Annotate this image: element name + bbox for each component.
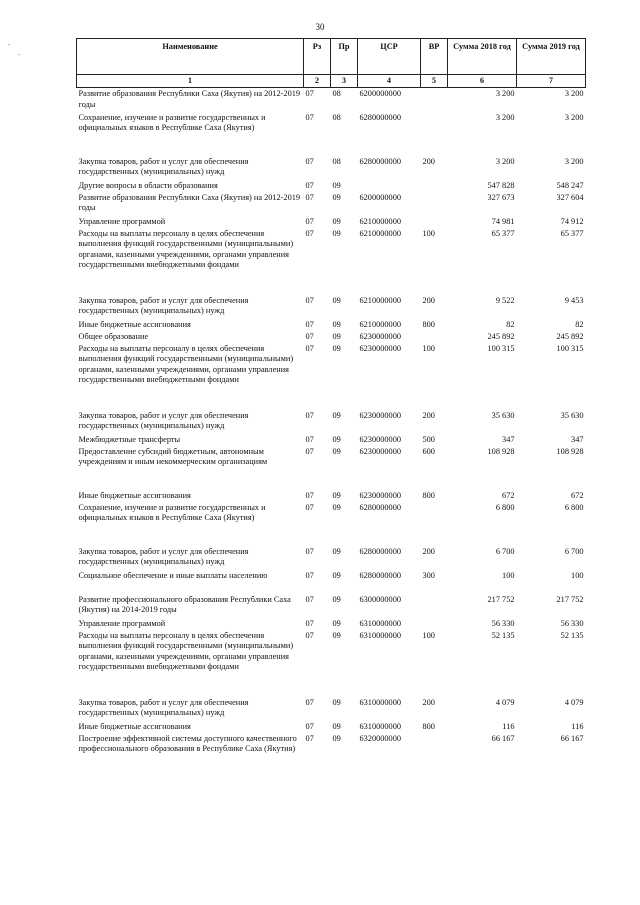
row-sum-2018: 6 800	[495, 502, 515, 512]
row-sum-2019: 82	[575, 319, 584, 329]
row-name: Закупка товаров, работ и услуг для обеспечения государственных (муниципальных) нужд	[78, 156, 249, 176]
row-name: Расходы на выплаты персоналу в целях обеспечения выполнения функций государственными (муниципальными) органами, казенными учреждениями, органами управления государственными внебюджетными фондами	[78, 228, 294, 269]
row-rz: 07	[305, 410, 314, 420]
row-pr: 09	[332, 733, 341, 743]
row-pr: 09	[332, 319, 341, 329]
budget-table	[76, 38, 586, 767]
row-sum-2019: 672	[571, 490, 584, 500]
row-sum-2019: 52 135	[560, 630, 584, 640]
row-sum-2018: 9 522	[495, 295, 515, 305]
table-row	[77, 180, 586, 192]
header-vr: ВР	[421, 39, 448, 75]
row-sum-2019: 100 315	[556, 343, 584, 353]
row-name: Предоставление субсидий бюджетным, автономным учреждениям и иным некоммерческим организациям	[78, 446, 268, 466]
row-csr: 6210000000	[359, 319, 401, 329]
row-csr: 6230000000	[359, 343, 401, 353]
row-rz: 07	[305, 490, 314, 500]
row-name: Управление программой	[78, 618, 166, 628]
row-sum-2018: 74 981	[491, 216, 515, 226]
row-sum-2019: 56 330	[560, 618, 584, 628]
row-sum-2019: 3 200	[564, 156, 584, 166]
row-pr: 09	[332, 546, 341, 556]
row-pr: 09	[332, 331, 341, 341]
row-csr: 6200000000	[359, 192, 401, 202]
row-vr: 200	[422, 697, 435, 707]
row-csr: 6320000000	[359, 733, 401, 743]
table-row	[77, 331, 586, 343]
row-csr: 6310000000	[359, 630, 401, 640]
row-vr	[421, 112, 448, 156]
row-sum-2018: 3 200	[495, 112, 515, 122]
table-row	[77, 343, 586, 410]
row-sum-2018: 35 630	[491, 410, 515, 420]
column-number-row	[77, 75, 586, 88]
row-rz: 07	[305, 216, 314, 226]
row-sum-2018: 547 828	[487, 180, 515, 190]
row-vr: 100	[422, 343, 435, 353]
row-rz: 07	[305, 156, 314, 166]
table-row	[77, 216, 586, 228]
row-rz: 07	[305, 721, 314, 731]
row-sum-2018: 100	[502, 570, 515, 580]
row-rz: 07	[305, 228, 314, 238]
row-sum-2018: 327 673	[487, 192, 515, 202]
row-name: Построение эффективной системы доступного качественного профессионального образования в Республике Саха (Якутия)	[78, 733, 297, 753]
row-sum-2018: 66 167	[491, 733, 515, 743]
row-pr: 09	[332, 446, 341, 456]
table-row	[77, 733, 586, 767]
row-pr: 08	[332, 112, 341, 122]
row-sum-2019: 6 700	[564, 546, 584, 556]
row-csr	[358, 180, 421, 192]
row-sum-2019: 108 928	[556, 446, 584, 456]
row-name: Развитие профессионального образования Республики Саха (Якутия) на 2014-2019 годы	[78, 594, 291, 614]
column-number: 3	[331, 75, 358, 88]
row-pr: 09	[332, 410, 341, 420]
row-pr: 09	[332, 490, 341, 500]
row-rz: 07	[305, 112, 314, 122]
table-row	[77, 112, 586, 156]
row-csr: 6210000000	[359, 216, 401, 226]
header-name: Наименование	[77, 39, 304, 75]
row-pr: 08	[332, 89, 341, 98]
row-rz: 07	[305, 733, 314, 743]
row-vr: 500	[422, 434, 435, 444]
row-rz: 07	[305, 89, 314, 98]
column-number: 1	[77, 75, 304, 88]
page-number: 30	[315, 22, 325, 32]
row-name: Расходы на выплаты персоналу в целях обеспечения выполнения функций государственными (муниципальными) органами, казенными учреждениями, органами управления государственными внебюджетными фондами	[78, 630, 294, 671]
row-name: Закупка товаров, работ и услуг для обеспечения государственных (муниципальных) нужд	[78, 295, 249, 315]
row-pr: 09	[332, 502, 341, 512]
table-row	[77, 295, 586, 319]
table-row	[77, 410, 586, 434]
row-sum-2018: 4 079	[495, 697, 515, 707]
column-number: 4	[358, 75, 421, 88]
row-csr: 6230000000	[359, 331, 401, 341]
row-csr: 6200000000	[359, 89, 401, 98]
row-sum-2018: 52 135	[491, 630, 515, 640]
row-sum-2018: 217 752	[487, 594, 515, 604]
row-pr: 09	[332, 594, 341, 604]
row-name: Закупка товаров, работ и услуг для обеспечения государственных (муниципальных) нужд	[78, 697, 249, 717]
row-sum-2019: 9 453	[564, 295, 584, 305]
table-row	[77, 502, 586, 546]
row-sum-2019: 245 892	[556, 331, 584, 341]
row-name: Сохранение, изучение и развитие государственных и официальных языков в Республике Саха (Якутия)	[78, 112, 266, 132]
header-row	[77, 39, 586, 75]
row-pr: 09	[332, 630, 341, 640]
row-name: Закупка товаров, работ и услуг для обеспечения государственных (муниципальных) нужд	[78, 410, 249, 430]
row-name: Другие вопросы в области образования	[78, 180, 218, 190]
row-sum-2019: 65 377	[560, 228, 584, 238]
row-sum-2018: 100 315	[487, 343, 515, 353]
table-row	[77, 156, 586, 180]
row-name: Управление программой	[78, 216, 166, 226]
row-rz: 07	[305, 192, 314, 202]
row-name: Сохранение, изучение и развитие государственных и официальных языков в Республике Саха (Якутия)	[78, 502, 266, 522]
row-sum-2019: 35 630	[560, 410, 584, 420]
row-sum-2018: 116	[502, 721, 515, 731]
row-csr: 6210000000	[359, 228, 401, 238]
row-rz: 07	[305, 295, 314, 305]
row-vr	[421, 733, 448, 767]
row-pr: 09	[332, 697, 341, 707]
row-sum-2018: 245 892	[487, 331, 515, 341]
row-pr: 09	[332, 192, 341, 202]
row-name: Закупка товаров, работ и услуг для обеспечения государственных (муниципальных) нужд	[78, 546, 249, 566]
row-pr: 09	[332, 228, 341, 238]
row-pr: 09	[332, 434, 341, 444]
table-row	[77, 228, 586, 295]
header-sum-2018: Сумма 2018 год	[448, 39, 517, 75]
header-pr: Пр	[331, 39, 358, 75]
row-csr: 6230000000	[359, 410, 401, 420]
row-vr: 100	[422, 228, 435, 238]
header-sum-2019: Сумма 2019 год	[517, 39, 586, 75]
header-rz: Рз	[304, 39, 331, 75]
table-row	[77, 446, 586, 490]
row-sum-2018: 3 200	[495, 156, 515, 166]
margin-mark: .	[8, 38, 10, 47]
row-rz: 07	[305, 446, 314, 456]
row-sum-2019: 100	[571, 570, 584, 580]
row-sum-2019: 217 752	[556, 594, 584, 604]
row-name: Социальное обеспечение и иные выплаты населению	[78, 570, 268, 580]
row-pr: 08	[332, 156, 341, 166]
row-vr: 800	[422, 319, 435, 329]
row-csr: 6230000000	[359, 434, 401, 444]
row-vr: 800	[422, 490, 435, 500]
header-csr: ЦСР	[358, 39, 421, 75]
row-sum-2019: 66 167	[560, 733, 584, 743]
row-sum-2018: 65 377	[491, 228, 515, 238]
row-sum-2019: 548 247	[556, 180, 584, 190]
row-csr: 6230000000	[359, 490, 401, 500]
row-sum-2019: 347	[571, 434, 584, 444]
table-row	[77, 630, 586, 697]
row-rz: 07	[305, 502, 314, 512]
row-name: Развитие образования Республики Саха (Якутия) на 2012-2019 годы	[78, 89, 301, 109]
row-pr: 09	[332, 180, 341, 190]
table-row	[77, 490, 586, 502]
table-row	[77, 594, 586, 618]
row-sum-2018: 6 700	[495, 546, 515, 556]
row-rz: 07	[305, 343, 314, 353]
row-vr: 800	[422, 721, 435, 731]
row-vr	[421, 502, 448, 546]
table-row	[77, 697, 586, 721]
row-sum-2018: 82	[506, 319, 515, 329]
row-vr	[421, 192, 448, 216]
row-rz: 07	[305, 630, 314, 640]
row-pr: 09	[332, 618, 341, 628]
row-sum-2018: 347	[502, 434, 515, 444]
column-number: 5	[421, 75, 448, 88]
row-pr: 09	[332, 216, 341, 226]
row-csr: 6280000000	[359, 546, 401, 556]
row-csr: 6280000000	[359, 112, 401, 122]
row-sum-2018: 108 928	[487, 446, 515, 456]
column-number: 2	[304, 75, 331, 88]
row-vr: 200	[422, 156, 435, 166]
row-vr	[421, 594, 448, 618]
row-name: Расходы на выплаты персоналу в целях обеспечения выполнения функций государственными (муниципальными) органами, казенными учреждениями, органами управления государственными внебюджетными фондами	[78, 343, 294, 384]
row-sum-2019: 6 800	[564, 502, 584, 512]
row-vr: 100	[422, 630, 435, 640]
table-row	[77, 88, 586, 112]
row-csr: 6280000000	[359, 570, 401, 580]
row-rz: 07	[305, 319, 314, 329]
row-sum-2018: 672	[502, 490, 515, 500]
row-vr: 200	[422, 295, 435, 305]
row-csr: 6310000000	[359, 618, 401, 628]
row-sum-2018: 56 330	[491, 618, 515, 628]
row-rz: 07	[305, 697, 314, 707]
margin-mark: .	[18, 48, 20, 57]
row-rz: 07	[305, 434, 314, 444]
row-name: Иные бюджетные ассигнования	[78, 721, 191, 731]
row-rz: 07	[305, 618, 314, 628]
row-vr: 300	[422, 570, 435, 580]
row-pr: 09	[332, 570, 341, 580]
row-csr: 6280000000	[359, 156, 401, 166]
row-name: Иные бюджетные ассигнования	[78, 319, 191, 329]
row-vr	[421, 331, 448, 343]
row-vr	[421, 180, 448, 192]
row-sum-2019: 327 604	[556, 192, 584, 202]
row-pr: 09	[332, 721, 341, 731]
row-rz: 07	[305, 594, 314, 604]
table-row	[77, 570, 586, 594]
row-csr: 6310000000	[359, 697, 401, 707]
row-sum-2019: 4 079	[564, 697, 584, 707]
row-sum-2018: 3 200	[495, 89, 515, 98]
row-csr: 6230000000	[359, 446, 401, 456]
row-rz: 07	[305, 570, 314, 580]
row-vr: 200	[422, 410, 435, 420]
table-row	[77, 434, 586, 446]
row-csr: 6210000000	[359, 295, 401, 305]
row-name: Межбюджетные трансферты	[78, 434, 181, 444]
row-name: Общее образование	[78, 331, 149, 341]
row-csr: 6310000000	[359, 721, 401, 731]
table-row	[77, 721, 586, 733]
row-name: Иные бюджетные ассигнования	[78, 490, 191, 500]
row-vr	[421, 216, 448, 228]
row-rz: 07	[305, 180, 314, 190]
row-vr	[421, 618, 448, 630]
table-row	[77, 192, 586, 216]
row-rz: 07	[305, 331, 314, 341]
row-csr: 6300000000	[359, 594, 401, 604]
column-number: 6	[448, 75, 517, 88]
row-pr: 09	[332, 295, 341, 305]
table-row	[77, 618, 586, 630]
table-body	[77, 88, 586, 767]
row-vr	[421, 88, 448, 112]
table-row	[77, 546, 586, 570]
column-number: 7	[517, 75, 586, 88]
table-row	[77, 319, 586, 331]
row-vr: 200	[422, 546, 435, 556]
row-pr: 09	[332, 343, 341, 353]
row-rz: 07	[305, 546, 314, 556]
row-csr: 6280000000	[359, 502, 401, 512]
row-sum-2019: 74 912	[560, 216, 584, 226]
row-vr: 600	[422, 446, 435, 456]
row-name: Развитие образования Республики Саха (Якутия) на 2012-2019 годы	[78, 192, 301, 212]
row-sum-2019: 116	[571, 721, 584, 731]
row-sum-2019: 3 200	[564, 89, 584, 98]
row-sum-2019: 3 200	[564, 112, 584, 122]
